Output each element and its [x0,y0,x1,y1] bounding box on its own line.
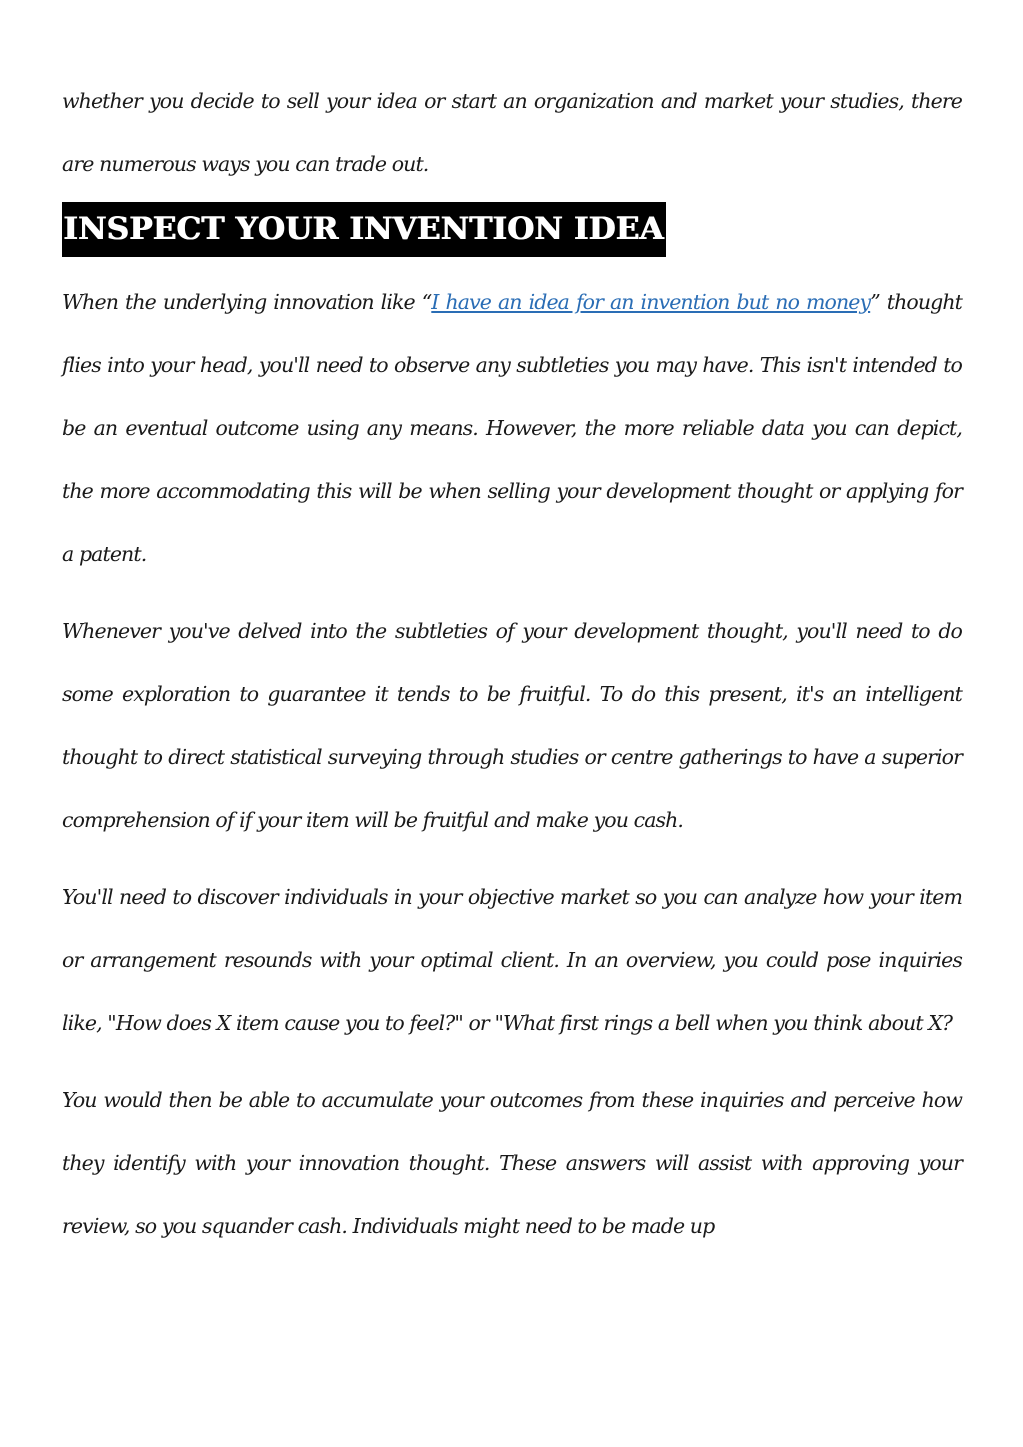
paragraph-2: Whenever you've delved into the subtleties of your development thought, you'll need to do some exploration to guarantee it tends to be fruitful. To do this present, it's an intelligent thought to direct statistical surveying through studies or centre gatherings to have a superior comprehension of if your item will be fruitful and make you cash. [62,619,962,832]
paragraph-1-text-after: ” thought flies into your head, you'll need to observe any subtleties you may have. This isn't intended to be an eventual outcome using any means. However, the more reliable data you can depict, the more accommodating this will be when selling your development thought or applying for a patent. [62,290,962,566]
paragraph-1 [62,271,962,586]
paragraph-4: You would then be able to accumulate your outcomes from these inquiries and perceive how they identify with your innovation thought. These answers will assist with approving your review, so you squander cash. Individuals might need to be made up [62,1088,962,1238]
intro-paragraph: whether you decide to sell your idea or start an organization and market your studies, there are numerous ways you can trade out. [62,89,962,176]
section-heading-wrapper [62,202,962,257]
section-heading: INSPECT YOUR INVENTION IDEA [62,202,666,257]
paragraph-1-text-before: When the underlying innovation like “ [62,290,432,314]
invention-idea-link[interactable]: I have an idea for an invention but no money [431,290,871,314]
paragraph-3: You'll need to discover individuals in your objective market so you can analyze how your item or arrangement resounds with your optimal client. In an overview, you could pose inquiries like, "How does X item cause you to feel?" or "What first rings a bell when you think about X? [62,885,962,1035]
document-page [62,70,962,1258]
